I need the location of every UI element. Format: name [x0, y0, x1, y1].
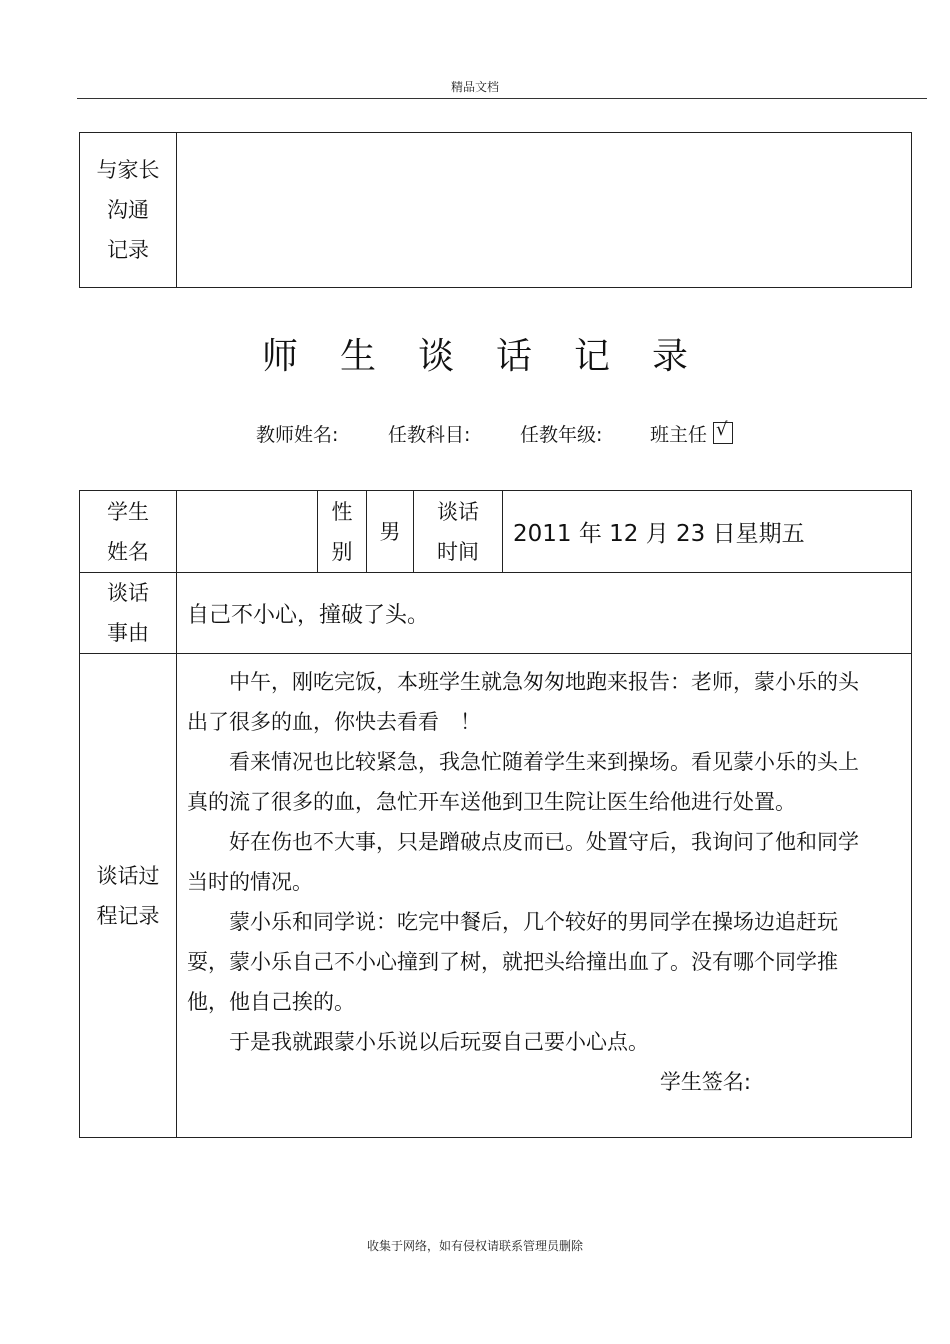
- parent-communication-table: [79, 132, 912, 288]
- subject-label: 任教科目:: [388, 424, 471, 446]
- page-header: 精品文档: [450, 80, 499, 94]
- page-footer: 收集于网络，如有侵权请联系管理员删除: [366, 1239, 583, 1253]
- process-paragraph: 蒙小乐和同学说：吃完中餐后，几个较好的男同学在操场边追赶玩耍，蒙小乐自己不小心撞到了树，就把头给撞出血了。没有哪个同学推他，他自己挨的。: [187, 910, 838, 1014]
- talk-process-content[interactable]: [177, 654, 912, 1138]
- talk-time-value[interactable]: 2011 年 12 月 23 日星期五: [503, 491, 912, 573]
- parent-communication-content[interactable]: [177, 133, 912, 288]
- process-paragraph: 好在伤也不大事，只是蹭破点皮而已。处置守后，我询问了他和同学当时的情况。: [187, 830, 859, 894]
- parent-communication-label: 与家长 沟通 记录: [80, 133, 177, 288]
- student-signature-label: 学生签名:: [659, 1070, 751, 1094]
- student-name-value[interactable]: [177, 491, 318, 573]
- talk-process-label: 谈话过 程记录: [80, 654, 177, 1138]
- process-paragraph: 看来情况也比较紧急，我急忙随着学生来到操场。看见蒙小乐的头上真的流了很多的血，急忙开车送他到卫生院让医生给他进行处置。: [187, 750, 859, 814]
- talk-reason-value[interactable]: 自己不小心，撞破了头。: [177, 573, 912, 654]
- talk-reason-label: 谈话 事由: [80, 573, 177, 654]
- head-teacher-checkbox[interactable]: [713, 422, 733, 444]
- process-paragraph: 于是我就跟蒙小乐说以后玩耍自己要小心点。: [229, 1030, 649, 1054]
- gender-label: 性 别: [318, 491, 367, 573]
- header-divider: [77, 98, 927, 99]
- gender-value[interactable]: 男: [367, 491, 414, 573]
- grade-label: 任教年级:: [520, 424, 603, 446]
- talk-time-label: 谈话 时间: [414, 491, 503, 573]
- process-paragraph: 中午，刚吃完饭，本班学生就急匆匆地跑来报告：老师，蒙小乐的头出了很多的血，你快去看看 ！: [187, 670, 859, 734]
- student-name-label: 学生 姓名: [80, 491, 177, 573]
- page-title: 师 生 谈 话 记 录: [261, 336, 689, 377]
- teacher-info-line: [256, 420, 733, 447]
- teacher-name-label: 教师姓名:: [256, 424, 339, 446]
- head-teacher-label: 班主任: [650, 424, 708, 446]
- talk-record-table: [79, 490, 912, 1138]
